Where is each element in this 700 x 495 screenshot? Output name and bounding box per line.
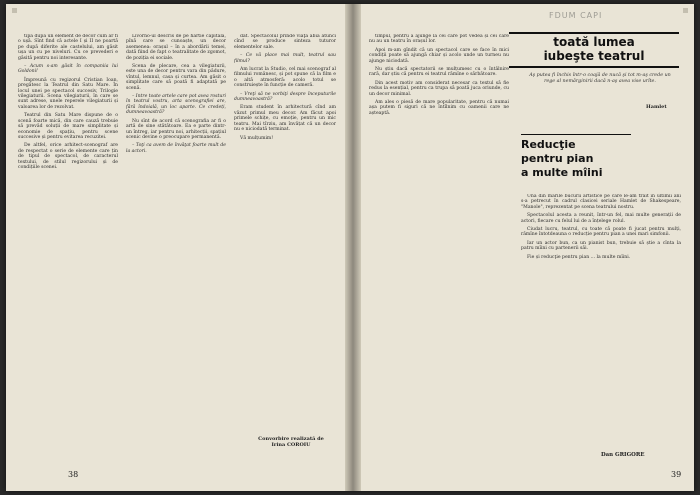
paragraph: De altfel, orice arhitect-scenograf are de respectat o serie de elemente care țin de tipul de spectacol, de caracterul textului, de stilul regizorului și de condițiile scenei. <box>18 143 118 170</box>
credit-label: Convorbire realizată de <box>258 436 324 442</box>
left-page <box>6 4 345 491</box>
paragraph: Teatrul din Satu Mare dispune de o scenă foarte mică, din care cauză trebuie să prevăd soluții de mare simplitate și economie de spațiu, pentru scene succesive și pentru evitarea recuzitei. <box>18 113 118 140</box>
book-gutter <box>345 4 361 491</box>
paragraph: Am ales o piesă de mare popularitate, pentru că numai așa putem fi siguri că ne întîlnim cu oamenii care ne așteaptă. <box>369 100 509 116</box>
heading-line-1: toată lumea <box>553 35 635 49</box>
epigraph-source: Hamlet <box>646 104 667 110</box>
page-number-left: 38 <box>68 470 79 479</box>
left-column-2 <box>126 34 226 454</box>
heading-reductie <box>521 138 681 180</box>
paragraph: Împreună cu regizorul Cristian Ioan, pregătesc la Teatrul din Satu Mare. În locul unei pe spectacol succesiv, Trilogie vilegiaturii. Scena vilegiaturii, în care se sunt adrese, unele reperele vilegiaturii și valoarea lor de rezolvat. <box>18 77 118 110</box>
paragraph: Am lucrat la Studio, cel mai scenograf al filmului românesc, și pot spune că la film e o altă atmosferă: acolo totul se construiește în funcție de cameră. <box>234 67 336 89</box>
faded-stamp: FDUM CAPI <box>549 11 603 20</box>
paragraph: Una din marile bucurii artistice pe care le-am trăit în ultimii ani s-a petrecut în cadrul clasicei seriale Hamlet de Shakespeare, "Manole", reprezentat pe scena teatrului nostru. <box>521 194 681 210</box>
corner-mark <box>12 8 17 13</box>
paragraph: Eram student în arhitectură cînd am văzut primul meu decor. Am făcut apoi primele schițe, cu emoție, pentru un mic teatru. Mai tîrziu, am învățat că un decor nu e niciodată terminat. <box>234 105 336 133</box>
interview-question: – Ce vă place mai mult, teatrul sau filmul? <box>234 53 336 64</box>
magazine-spread <box>6 4 694 491</box>
heading-line-2: pentru pian <box>521 152 594 165</box>
right-column-1 <box>369 34 509 454</box>
interview-credit <box>246 436 336 448</box>
interview-question: – Vreţi să ne vorbiţi despre începuturile dumneavoastră? <box>234 91 336 103</box>
paragraph: Iar un actor bun, ca un pianist bun, trebuie să știe a cînta la patru mîini cu partenerii săi. <box>521 240 681 252</box>
right-column-2 <box>521 194 681 439</box>
right-page <box>361 4 694 491</box>
paragraph: Livorno-ul descris de pe hărtie capitală, pînă care se cunoaște, un decor asemenea: orașul – în a abordării temei, dată fiind de fapt o teatralitate de zgomot, de poziția ei sociale. <box>126 34 226 61</box>
title-rule-top <box>509 32 679 34</box>
heading-toata-lumea <box>509 35 679 63</box>
interview-question: – Acum s-am găsit în companiia lui Goldoni! <box>18 64 118 75</box>
paragraph: Spectacolul acesta a reunit, într-un fel, mai multe generații de actori, fiecare cu felul lui de a înțelege rolul. <box>521 213 681 224</box>
interview-question: – Intre toate artele care pot avea rosturi în teatrul vostru, arta scenografiei are, fără îndoială, un loc aparte. Ce credeți, dumneavoastră? <box>126 94 226 116</box>
paragraph: Vă mulțumim! <box>240 135 274 141</box>
article-author: Dan GRIGORE <box>601 452 645 458</box>
article-rule <box>521 134 631 135</box>
paragraph: timpul, pentru a ajunge la cei care pot vedea și cei care nu au un teatru în orașul lor. <box>369 34 509 45</box>
heading-line-1: Reducţie <box>521 138 576 151</box>
corner-mark <box>683 8 688 13</box>
interview-question: – Toţi ca avem de învăţat foarte mult de la actori. <box>126 143 226 154</box>
heading-line-2: iubeşte teatrul <box>543 49 645 63</box>
paragraph: Nu știu dacă spectatorii se mulțumesc cu o întâlnire rară, dar știu că pentru ei teatrul rămîne o sărbătoare. <box>369 67 509 78</box>
paragraph: Nu sînt de acord că scenografia ar fi o artă de sine stătătoare. Ea e parte dintr-un întreg, iar pentru noi, arhitecții, spațiul scenic devine o preocupare permanentă. <box>126 118 226 140</box>
paragraph: Din acest motiv am considerat necesar ca textul să fie redus la esențial, pentru ca trupa să poată juca oriunde, cu un decor minimal. <box>369 80 509 97</box>
paragraph: Apoi m-am gîndit că un spectacol care se face în mici condiții poate să ajungă chiar și acolo unde un turneu nu ajunge niciodată. <box>369 47 509 64</box>
left-column-1 <box>18 34 118 454</box>
heading-line-3: a multe mîini <box>521 166 603 179</box>
credit-name: Irina COROIU <box>271 442 311 448</box>
title-rule-bottom <box>509 66 679 68</box>
page-number-right: 39 <box>671 470 682 479</box>
left-column-3 <box>234 34 336 429</box>
epigraph-quote: Aş putea fi închis într-o coajă de nucă şi tot m-aş crede un rege al nemărginirii dacă n-aş avea vise urîte. <box>529 73 671 84</box>
paragraph: Fie și reducţie pentru pian ... la multe mîini. <box>527 254 631 260</box>
paragraph: tipă după un element de decor cum ar fi o ușă. Sînt find că actele I și II ne poartă pe după diferite ale castelului, am găsit ușa un cu pe niveluri. Cu ce prevederi e găsită pentru noi interesante. <box>18 34 118 61</box>
paragraph: dat. Spectacolul prinde viaţă abia atunci cînd se produce sinteza tuturor elementelor sale. <box>234 34 336 50</box>
paragraph: Ciudat lucru, teatrul, cu toate că poate fi jucat pentru mulți, rămîne întotdeauna o reducție pentru pian a unei mari simfonii. <box>521 227 681 238</box>
paragraph: Scena de plecare, cea a vilegiaturii, este una de decor pentru vara din pădure, vîntul, lemnul, casa și curtea. Am găsit o simplitate care să poată fi adaptată pe scenă. <box>126 64 226 91</box>
